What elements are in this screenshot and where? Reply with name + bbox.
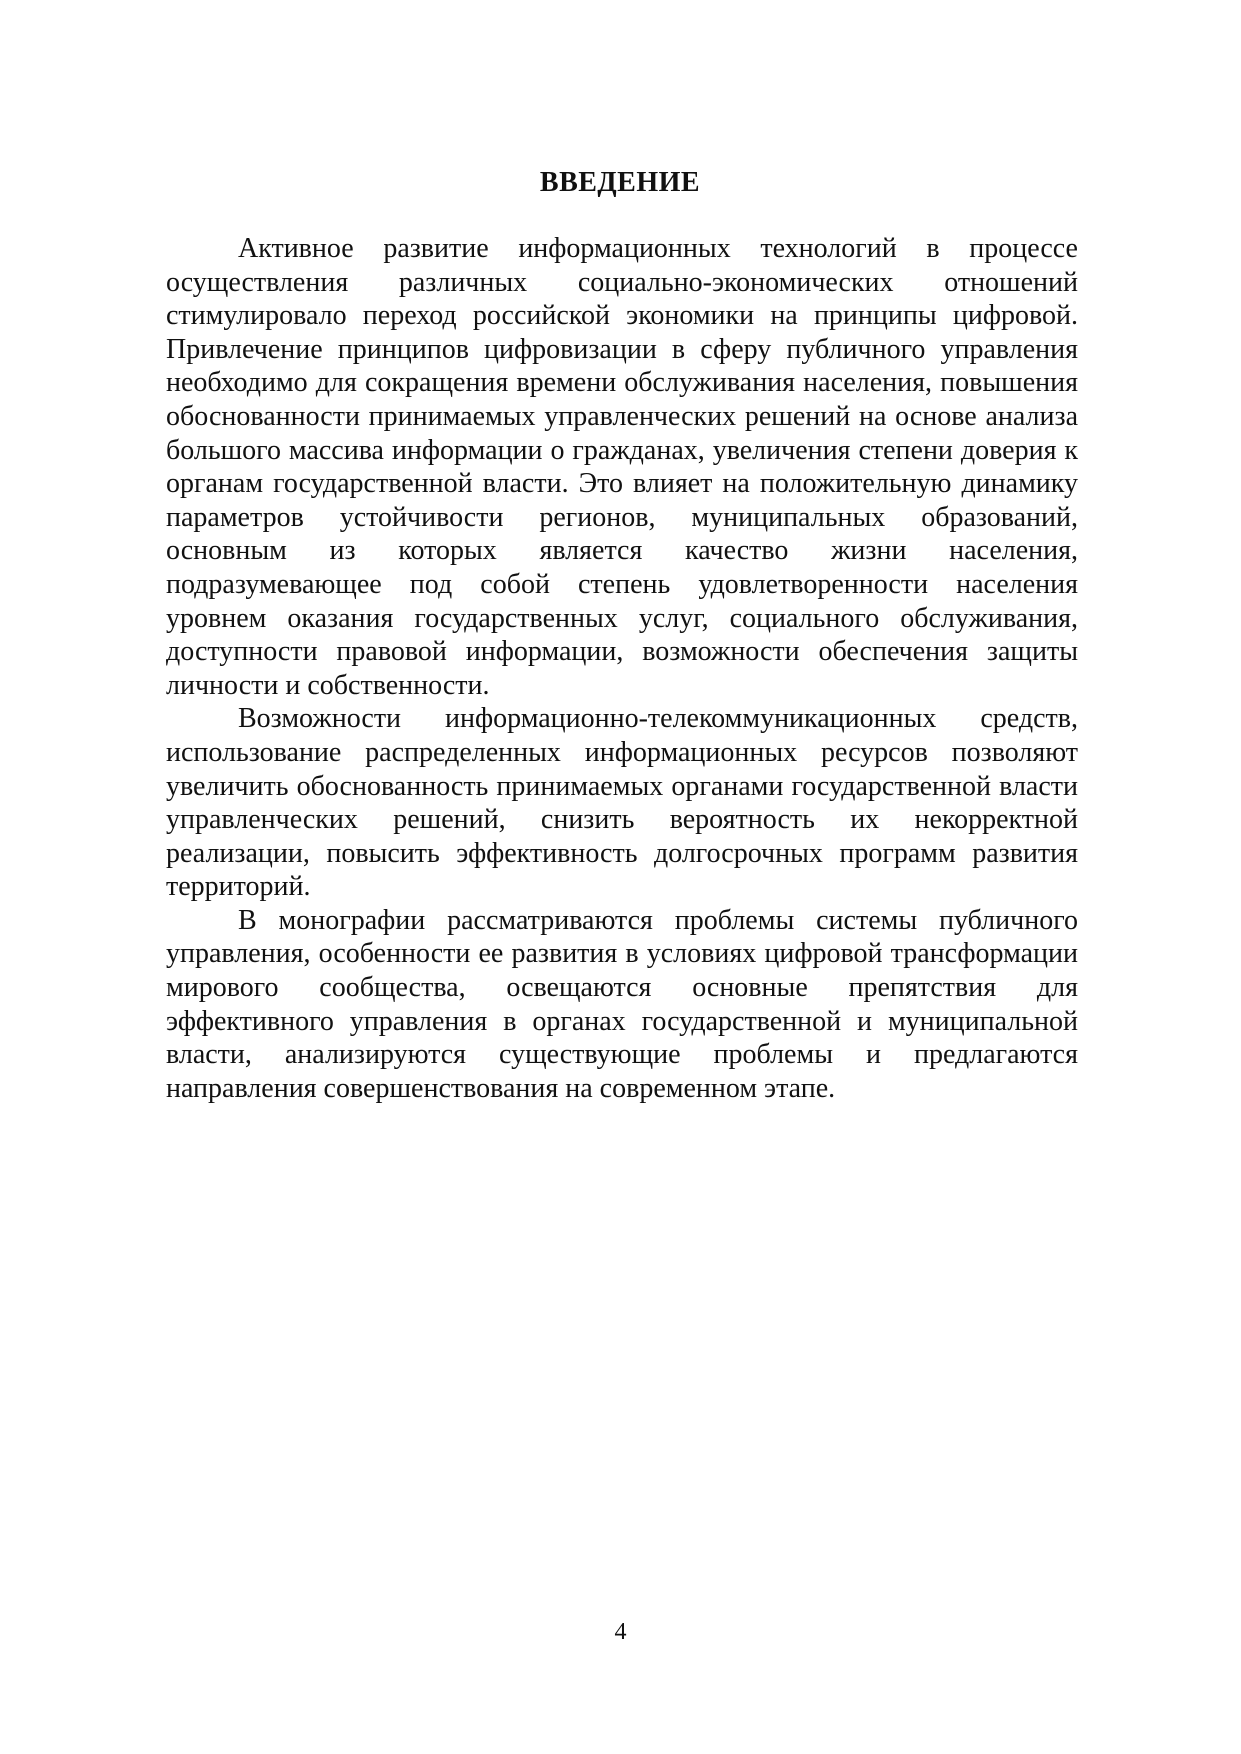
body-text (166, 232, 1078, 1105)
paragraph-2: Возможности информационно-телекоммуникационных средств, использование распределенных информационных ресурсов позволяют увеличить обоснованность принимаемых органами государственной власти управленческих решений, снизить вероятность их некорректной реализации, повысить эффективность долгосрочных программ развития территорий. (166, 703, 1078, 903)
paragraph-3: В монографии рассматриваются проблемы системы публичного управления, особенности ее развития в условиях цифровой трансформации мирового сообщества, освещаются основные препятствия для эффективного управления в органах государственной и муниципальной власти, анализируются существующие проблемы и предлагаются направления совершенствования на современном этапе. (166, 904, 1078, 1104)
page-number: 4 (614, 1619, 627, 1645)
paragraph-1: Активное развитие информационных технологий в процессе осуществления различных социально-экономических отношений стимулировало переход российской экономики на принципы цифровой. Привлечение принципов цифровизации в сферу публичного управления необходимо для сокращения времени обслуживания населения, повышения обоснованности принимаемых управленческих решений на основе анализа большого массива информации о гражданах, увеличения степени доверия к органам государственной власти. Это влияет на положительную динамику параметров устойчивости регионов, муниципальных образований, основным из которых является качество жизни населения, подразумевающее под собой степень удовлетворенности населения уровнем оказания государственных услуг, социального обслуживания, доступности правовой информации, возможности обеспечения защиты личности и собственности. (166, 233, 1078, 701)
section-heading: ВВЕДЕНИЕ (539, 167, 701, 198)
